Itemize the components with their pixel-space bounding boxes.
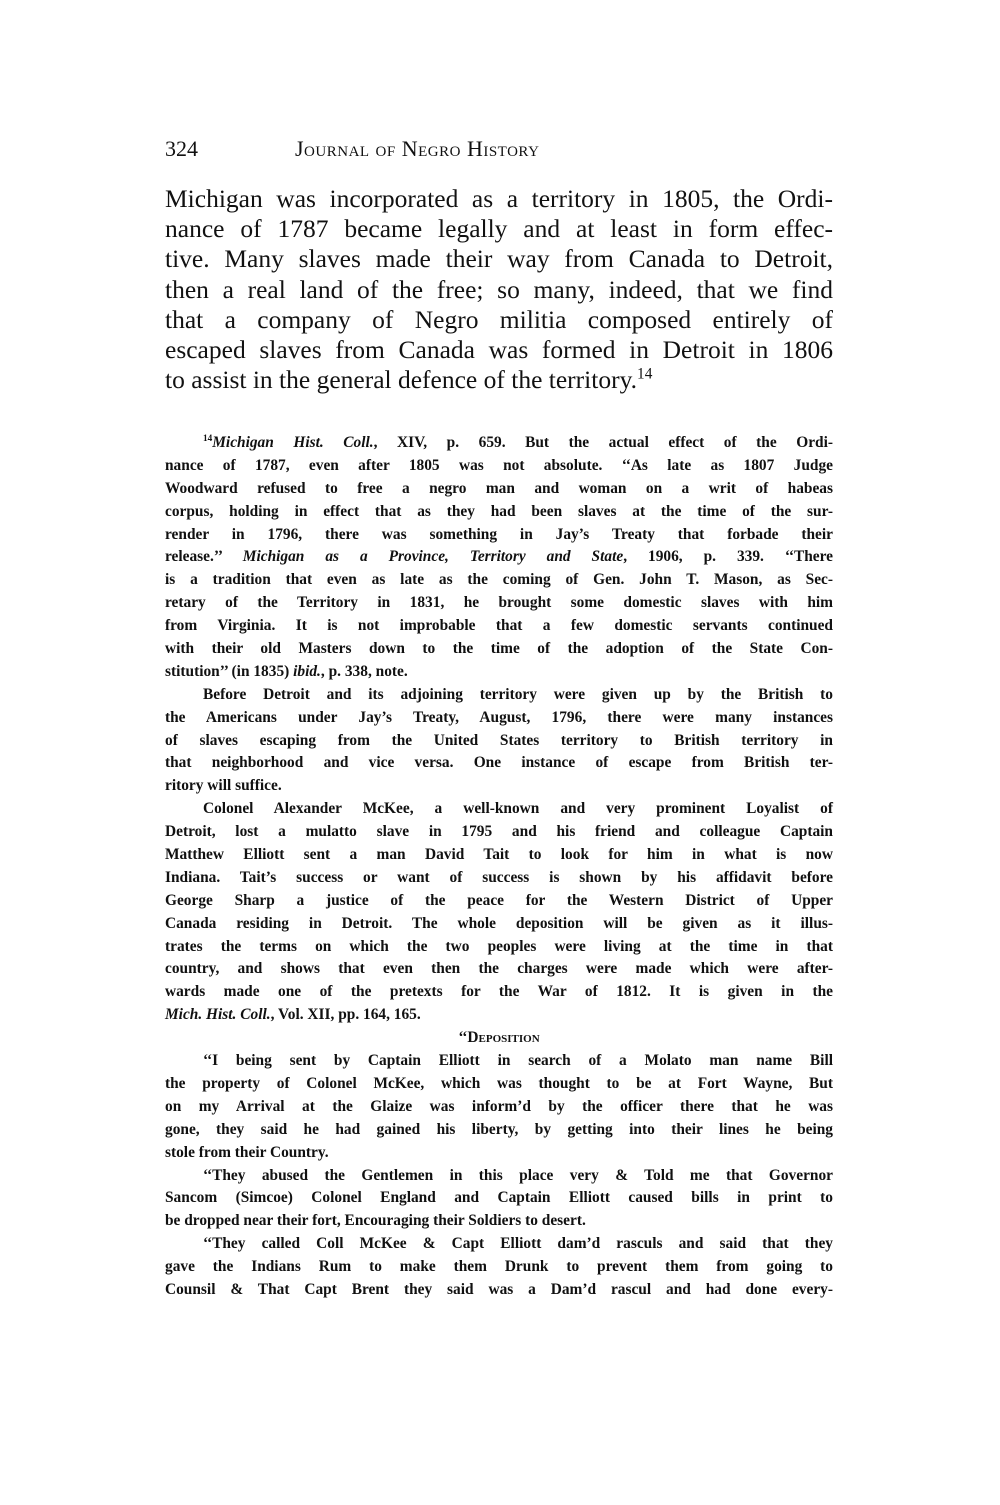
deposition-line: gave the Indians Rum to make them Drunk to prevent them from going to: [165, 1258, 833, 1276]
deposition-line: be dropped near their fort, Encouraging their Soldiers to desert.: [165, 1212, 586, 1230]
body-line-text: to assist in the general defence of the territory.: [165, 365, 638, 395]
body-line: tive. Many slaves made their way from Canada to Detroit,: [165, 244, 833, 274]
journal-title: Journal of Negro History: [295, 136, 540, 161]
paragraph-line: Indiana. Tait’s success or want of success is shown by his affidavit before: [165, 868, 833, 886]
running-head: [165, 136, 833, 166]
paragraph-line: wards made one of the pretexts for the War of 1812. It is given in the: [165, 983, 833, 1001]
footnote-text: stitution’’ (in 1835): [165, 662, 294, 680]
footnote-line: [165, 546, 833, 569]
footnote-text: release.’’: [165, 548, 243, 566]
paragraph-line: country, and shows that even then the charges were made which were after-: [165, 960, 833, 978]
deposition-line: ‘‘They abused the Gentlemen in this place very & Told me that Governor: [203, 1166, 833, 1184]
paragraph-before-detroit: [165, 684, 833, 798]
footnote-line: corpus, holding in effect that as they had been slaves at the time of the sur-: [165, 502, 833, 520]
notes-section: [165, 432, 833, 1302]
footnote-line: [165, 432, 833, 455]
footnote-14: [165, 432, 833, 684]
footnote-line: from Virginia. It is not improbable that a few domestic servants continued: [165, 617, 833, 635]
body-line: Michigan was incorporated as a territory in 1805, the Ordi-: [165, 184, 833, 213]
body-line: escaped slaves from Canada was formed in Detroit in 1806: [165, 334, 833, 364]
paragraph-colonel-mckee: [165, 798, 833, 1027]
footnote-line: is a tradition that even as late as the coming of Gen. John T. Mason, as Sec-: [165, 571, 833, 589]
deposition-paragraph-2: [165, 1165, 833, 1234]
deposition-paragraph-3: [165, 1233, 833, 1302]
deposition-line: ‘‘I being sent by Captain Elliott in search of a Molato man name Bill: [203, 1052, 833, 1070]
body-line: [165, 365, 833, 395]
body-line: then a real land of the free; so many, indeed, that we find: [165, 274, 833, 304]
footnote-line: retary of the Territory in 1831, he brought some domestic slaves with him: [165, 594, 833, 612]
deposition-line: gone, they said he had gained his liberty, by getting into their lines he being: [165, 1120, 833, 1138]
citation-title: Michigan Hist. Coll.: [212, 434, 374, 451]
citation-title: Mich. Hist. Coll.: [165, 1006, 271, 1024]
deposition-line: stole from their Country.: [165, 1143, 329, 1161]
footnote-text: , p. 338, note.: [320, 662, 408, 680]
paragraph-line: Canada residing in Detroit. The whole deposition will be given as it illus-: [165, 914, 833, 932]
paragraph-line: Matthew Elliott sent a man David Tait to look for him in what is now: [165, 846, 833, 864]
body-paragraph: [165, 184, 833, 395]
footnote-line: with their old Masters down to the time of the adoption of the State Con-: [165, 640, 833, 658]
paragraph-line: of slaves escaping from the United States territory to British territory in: [165, 731, 833, 749]
paragraph-line: trates the terms on which the two peoples were living at the time in that: [165, 937, 833, 955]
deposition-paragraph-1: [165, 1050, 833, 1164]
deposition-line: the property of Colonel McKee, which was thought to be at Fort Wayne, But: [165, 1074, 833, 1092]
body-line: that a company of Negro militia composed entirely of: [165, 304, 833, 334]
footnote-number: 14: [203, 432, 213, 443]
footnote-text: , 1906, p. 339. ‘‘There: [623, 548, 833, 566]
paragraph-line: Before Detroit and its adjoining territory were given up by the British to: [203, 685, 833, 703]
footnote-text: , XIV, p. 659. But the actual effect of the Ordi-: [373, 434, 833, 451]
deposition-line: Counsil & That Capt Brent they said was a Dam’d rascul and had done every-: [165, 1280, 833, 1298]
citation-title: Michigan as a Province, Territory and State: [242, 548, 624, 566]
footnote-line: render in 1796, there was something in Jay’s Treaty that forbade their: [165, 525, 833, 543]
body-line: nance of 1787 became legally and at least in form effec-: [165, 214, 833, 244]
paragraph-line: Detroit, lost a mulatto slave in 1795 and his friend and colleague Captain: [165, 823, 833, 841]
paragraph-text: , Vol. XII, pp. 164, 165.: [270, 1006, 421, 1024]
paragraph-line: [165, 1004, 833, 1027]
deposition-line: Sancom (Simcoe) Colonel England and Captain Elliott caused bills in print to: [165, 1189, 833, 1207]
paragraph-line: the Americans under Jay’s Treaty, August, 1796, there were many instances: [165, 708, 833, 726]
footnote-reference: 14: [637, 365, 653, 383]
paragraph-line: ritory will suffice.: [165, 777, 282, 795]
deposition-line: on my Arrival at the Glaize was inform’d by the officer there that he was: [165, 1097, 833, 1115]
citation-title: ibid.: [293, 662, 321, 680]
paragraph-line: Colonel Alexander McKee, a well-known and very prominent Loyalist of: [203, 800, 833, 818]
footnote-line: [165, 661, 833, 684]
paragraph-line: that neighborhood and vice versa. One instance of escape from British ter-: [165, 754, 833, 772]
deposition-heading: ‘‘Deposition: [458, 1029, 540, 1047]
footnote-line: nance of 1787, even after 1805 was not absolute. ‘‘As late as 1807 Judge: [165, 456, 833, 474]
deposition-line: ‘‘They called Coll McKee & Capt Elliott dam’d rasculs and said that they: [203, 1235, 833, 1253]
page-number: 324: [165, 136, 198, 161]
footnote-line: Woodward refused to free a negro man and woman on a writ of habeas: [165, 479, 833, 497]
paragraph-line: George Sharp a justice of the peace for the Western District of Upper: [165, 891, 833, 909]
